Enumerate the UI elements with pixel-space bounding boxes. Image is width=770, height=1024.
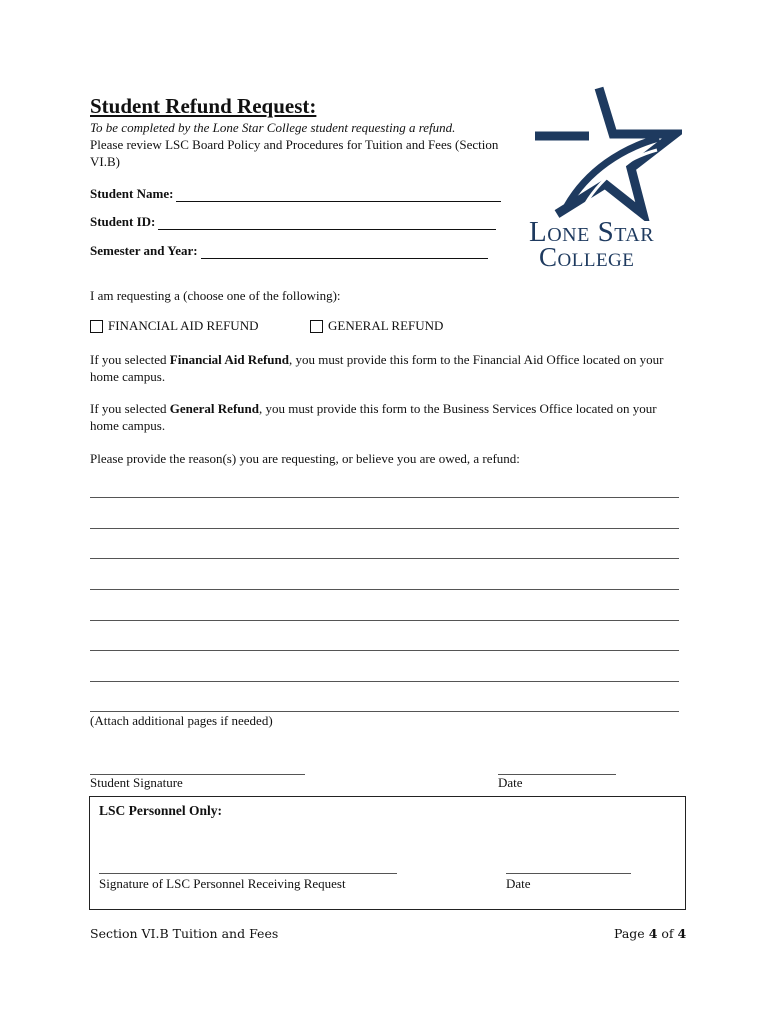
gen-prefix: If you selected	[90, 401, 170, 416]
page-mid: of	[657, 926, 678, 941]
lone-star-college-logo	[527, 86, 682, 271]
reason-prompt: Please provide the reason(s) you are requesting, or believe you are owed, a refund:	[90, 451, 520, 466]
page-total: 4	[677, 926, 687, 941]
general-refund-checkbox[interactable]	[310, 320, 323, 333]
reason-line[interactable]	[90, 589, 679, 590]
reason-line[interactable]	[90, 528, 679, 529]
financial-aid-label: FINANCIAL AID REFUND	[108, 318, 259, 333]
reason-line[interactable]	[90, 681, 679, 682]
semester-year-label: Semester and Year:	[90, 243, 198, 258]
reason-line[interactable]	[90, 620, 679, 621]
student-name-line[interactable]	[176, 189, 501, 202]
financial-aid-refund-option[interactable]	[90, 318, 258, 334]
personnel-only-box	[89, 796, 686, 910]
reason-line[interactable]	[90, 650, 679, 651]
form-subtitle: To be completed by the Lone Star College student requesting a refund.	[90, 120, 456, 135]
page-current: 4	[648, 926, 658, 941]
fa-prefix: If you selected	[90, 352, 170, 367]
personnel-date-line[interactable]	[506, 873, 631, 874]
personnel-signature-line[interactable]	[99, 873, 397, 874]
reason-line[interactable]	[90, 558, 679, 559]
star-icon	[527, 86, 682, 221]
personnel-signature-label: Signature of LSC Personnel Receiving Request	[99, 876, 346, 891]
logo-line-2: College	[539, 242, 635, 272]
general-refund-instruction	[90, 400, 680, 434]
financial-aid-instruction	[90, 351, 680, 385]
gen-suffix: , you must provide this form to the Business Services Office located on your home campus.	[90, 401, 657, 433]
fa-bold: Financial Aid Refund	[169, 352, 289, 367]
general-refund-label: GENERAL REFUND	[328, 318, 444, 333]
reason-line[interactable]	[90, 497, 679, 498]
student-id-line[interactable]	[158, 217, 496, 230]
student-name-field[interactable]	[90, 186, 501, 202]
page-title: Student Refund Request:	[90, 94, 317, 118]
personnel-date-label: Date	[506, 876, 531, 891]
footer-section: Section VI.B Tuition and Fees	[90, 926, 279, 941]
attach-note: (Attach additional pages if needed)	[90, 713, 273, 728]
personnel-heading: LSC Personnel Only:	[99, 803, 223, 818]
student-id-label: Student ID:	[90, 214, 156, 229]
footer-page-number	[614, 926, 686, 941]
student-id-field[interactable]	[90, 214, 496, 230]
policy-note: Please review LSC Board Policy and Procedures for Tuition and Fees (Section VI.B)	[90, 137, 499, 169]
semester-year-field[interactable]	[90, 243, 488, 259]
general-refund-option[interactable]	[310, 318, 443, 334]
gen-bold: General Refund	[169, 401, 259, 416]
fa-suffix: , you must provide this form to the Financial Aid Office located on your home campus.	[90, 352, 664, 384]
student-signature-label: Student Signature	[90, 775, 183, 790]
logo-line-1: Lone Star	[529, 216, 655, 248]
financial-aid-checkbox[interactable]	[90, 320, 103, 333]
student-date-label: Date	[498, 775, 523, 790]
student-name-label: Student Name:	[90, 186, 174, 201]
page-prefix: Page	[614, 926, 649, 941]
request-prompt: I am requesting a (choose one of the following):	[90, 288, 341, 303]
semester-year-line[interactable]	[201, 246, 488, 259]
